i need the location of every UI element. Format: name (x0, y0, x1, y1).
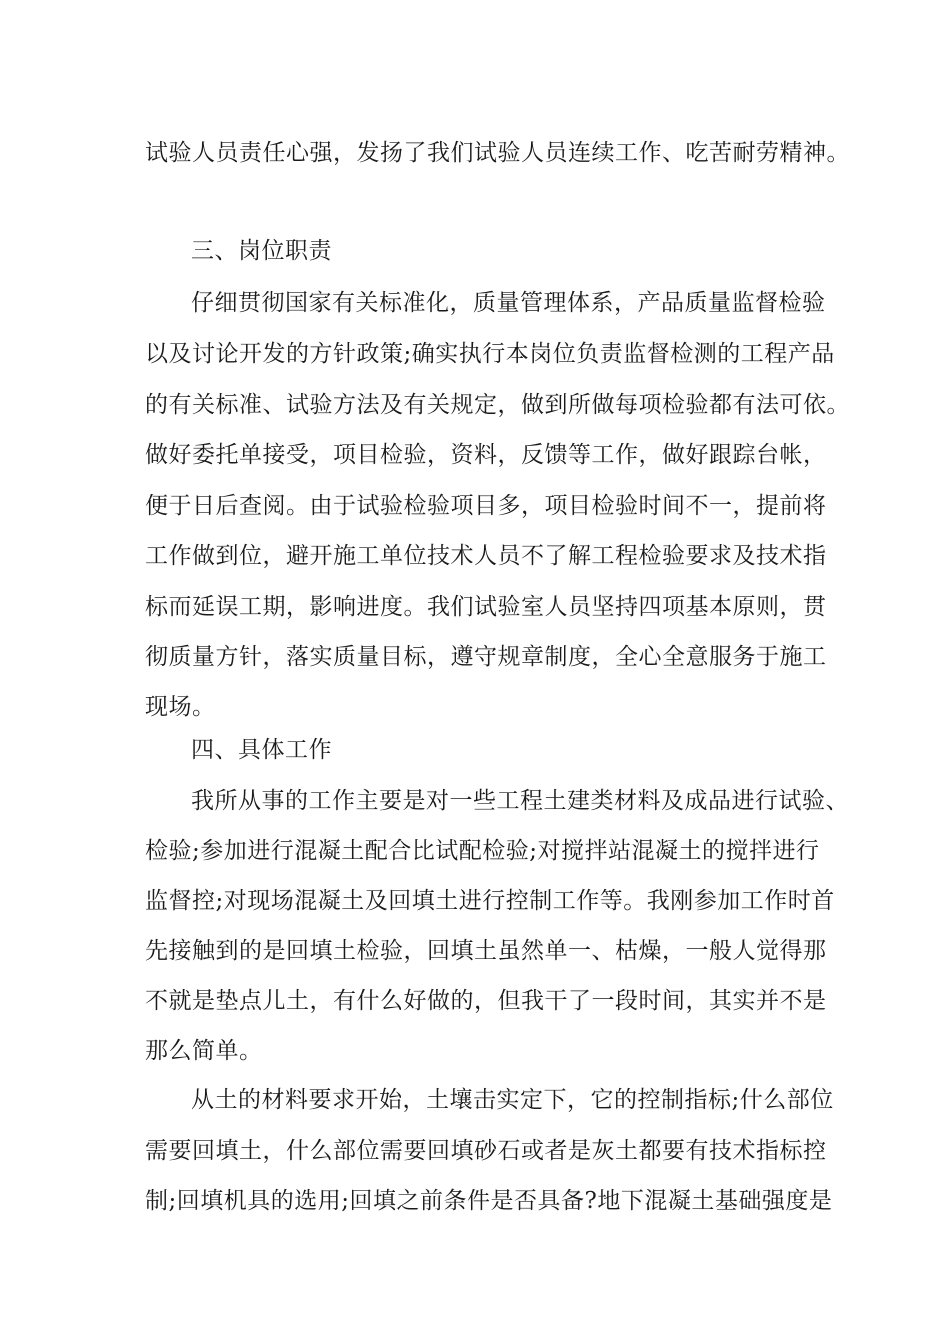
paragraph-line: 检验;参加进行混凝土配合比试配检验;对搅拌站混凝土的搅拌进行 (145, 838, 820, 864)
section-heading: 四、具体工作 (191, 737, 332, 763)
paragraph-line: 监督控;对现场混凝土及回填土进行控制工作等。我刚参加工作时首 (145, 888, 835, 914)
paragraph-line: 制;回填机具的选用;回填之前条件是否具备?地下混凝土基础强度是 (145, 1188, 833, 1214)
paragraph-line: 标而延误工期，影响进度。我们试验室人员坚持四项基本原则，贯 (145, 594, 827, 620)
paragraph-line: 需要回填土，什么部位需要回填砂石或者是灰土都要有技术指标控 (145, 1138, 827, 1164)
paragraph-line: 以及讨论开发的方针政策;确实执行本岗位负责监督检测的工程产品 (145, 341, 835, 367)
paragraph-line: 我所从事的工作主要是对一些工程土建类材料及成品进行试验、 (191, 788, 849, 814)
paragraph-line: 做好委托单接受，项目检验，资料，反馈等工作，做好跟踪台帐， (145, 442, 827, 468)
paragraph-line: 的有关标准、试验方法及有关规定，做到所做每项检验都有法可依。 (145, 392, 850, 418)
paragraph-line: 现场。 (145, 694, 216, 720)
paragraph-line: 那么简单。 (145, 1038, 263, 1064)
paragraph-line: 工作做到位，避开施工单位技术人员不了解工程检验要求及技术指 (145, 543, 827, 569)
paragraph-line: 仔细贯彻国家有关标准化，质量管理体系，产品质量监督检验 (191, 290, 826, 316)
paragraph-line: 先接触到的是回填土检验，回填土虽然单一、枯燥，一般人觉得那 (145, 938, 827, 964)
paragraph-line: 彻质量方针，落实质量目标，遵守规章制度，全心全意服务于施工 (145, 644, 827, 670)
paragraph-line: 便于日后查阅。由于试验检验项目多，项目检验时间不一，提前将 (145, 493, 827, 519)
section-heading: 三、岗位职责 (191, 238, 332, 264)
paragraph-line: 试验人员责任心强，发扬了我们试验人员连续工作、吃苦耐劳精神。 (145, 140, 850, 166)
paragraph-line: 从土的材料要求开始，土壤击实定下，它的控制指标;什么部位 (191, 1087, 834, 1113)
paragraph-line: 不就是垫点儿土，有什么好做的，但我干了一段时间，其实并不是 (145, 988, 827, 1014)
